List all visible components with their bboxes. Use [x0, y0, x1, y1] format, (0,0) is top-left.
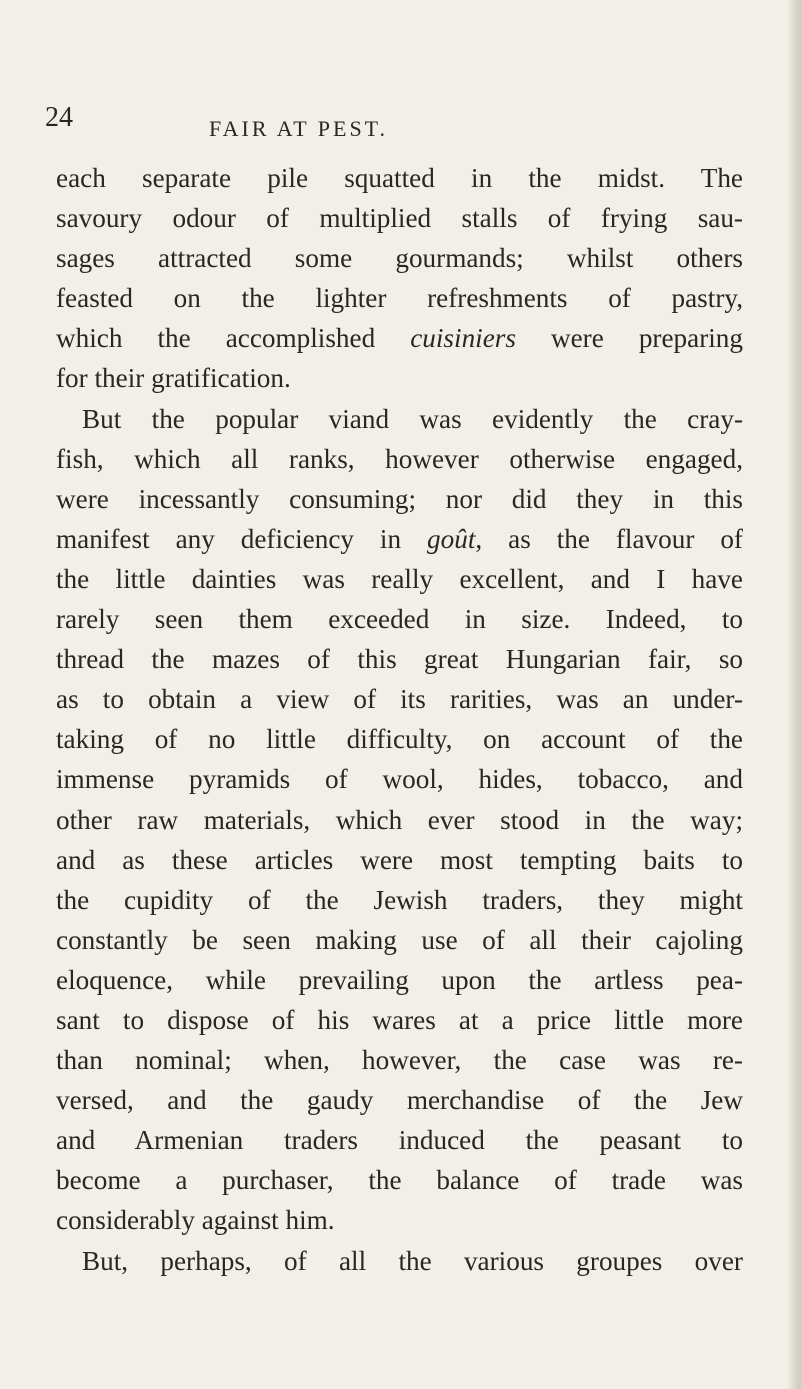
text-line: constantly be seen making use of all their cajoling	[56, 924, 743, 955]
body-text	[56, 158, 743, 1281]
text-line: were incessantly consuming; nor did they in this	[56, 483, 743, 514]
text-line: the cupidity of the Jewish traders, they might	[56, 884, 743, 915]
text-line: become a purchaser, the balance of trade was	[56, 1165, 743, 1196]
text-line-paragraph-start: But, perhaps, of all the various groupes over	[82, 1245, 743, 1276]
page-number: 24	[45, 102, 73, 133]
text-line-paragraph-start: But the popular viand was evidently the cray-	[82, 403, 743, 434]
text-line: feasted on the lighter refreshments of pastry,	[56, 283, 743, 314]
text-line: which the accomplished cuisiniers were preparing	[56, 323, 743, 354]
page-edge-shadow	[787, 0, 801, 1389]
text-line-paragraph-end: considerably against him.	[56, 1205, 335, 1236]
text-line: taking of no little difficulty, on account of the	[56, 724, 743, 755]
text-line: other raw materials, which ever stood in the way;	[56, 804, 743, 835]
text-line: eloquence, while prevailing upon the artless pea-	[56, 964, 743, 995]
text-line: as to obtain a view of its rarities, was an under-	[56, 684, 743, 715]
text-line: versed, and the gaudy merchandise of the Jew	[56, 1085, 743, 1116]
text-line: and Armenian traders induced the peasant to	[56, 1125, 743, 1156]
text-line: immense pyramids of wool, hides, tobacco, and	[56, 764, 743, 795]
text-line: fish, which all ranks, however otherwise engaged,	[56, 443, 743, 474]
italic-word: cuisiniers	[410, 323, 516, 354]
text-line: the little dainties was really excellent, and I have	[56, 563, 743, 594]
text-line-paragraph-end: for their gratification.	[56, 363, 291, 394]
running-title: FAIR AT PEST.	[209, 116, 388, 141]
text-line: each separate pile squatted in the midst. The	[56, 163, 743, 193]
italic-word: goût	[427, 523, 476, 554]
text-line: sages attracted some gourmands; whilst others	[56, 243, 743, 274]
text-line: thread the mazes of this great Hungarian fair, so	[56, 644, 743, 675]
text-line: rarely seen them exceeded in size. Indeed, to	[56, 604, 743, 635]
text-line: than nominal; when, however, the case was re-	[56, 1045, 743, 1076]
text-line: savoury odour of multiplied stalls of frying sau-	[56, 203, 743, 234]
text-line: sant to dispose of his wares at a price little more	[56, 1004, 743, 1035]
text-line: manifest any deficiency in goût, as the flavour of	[56, 523, 743, 554]
text-line: and as these articles were most tempting baits to	[56, 844, 743, 875]
